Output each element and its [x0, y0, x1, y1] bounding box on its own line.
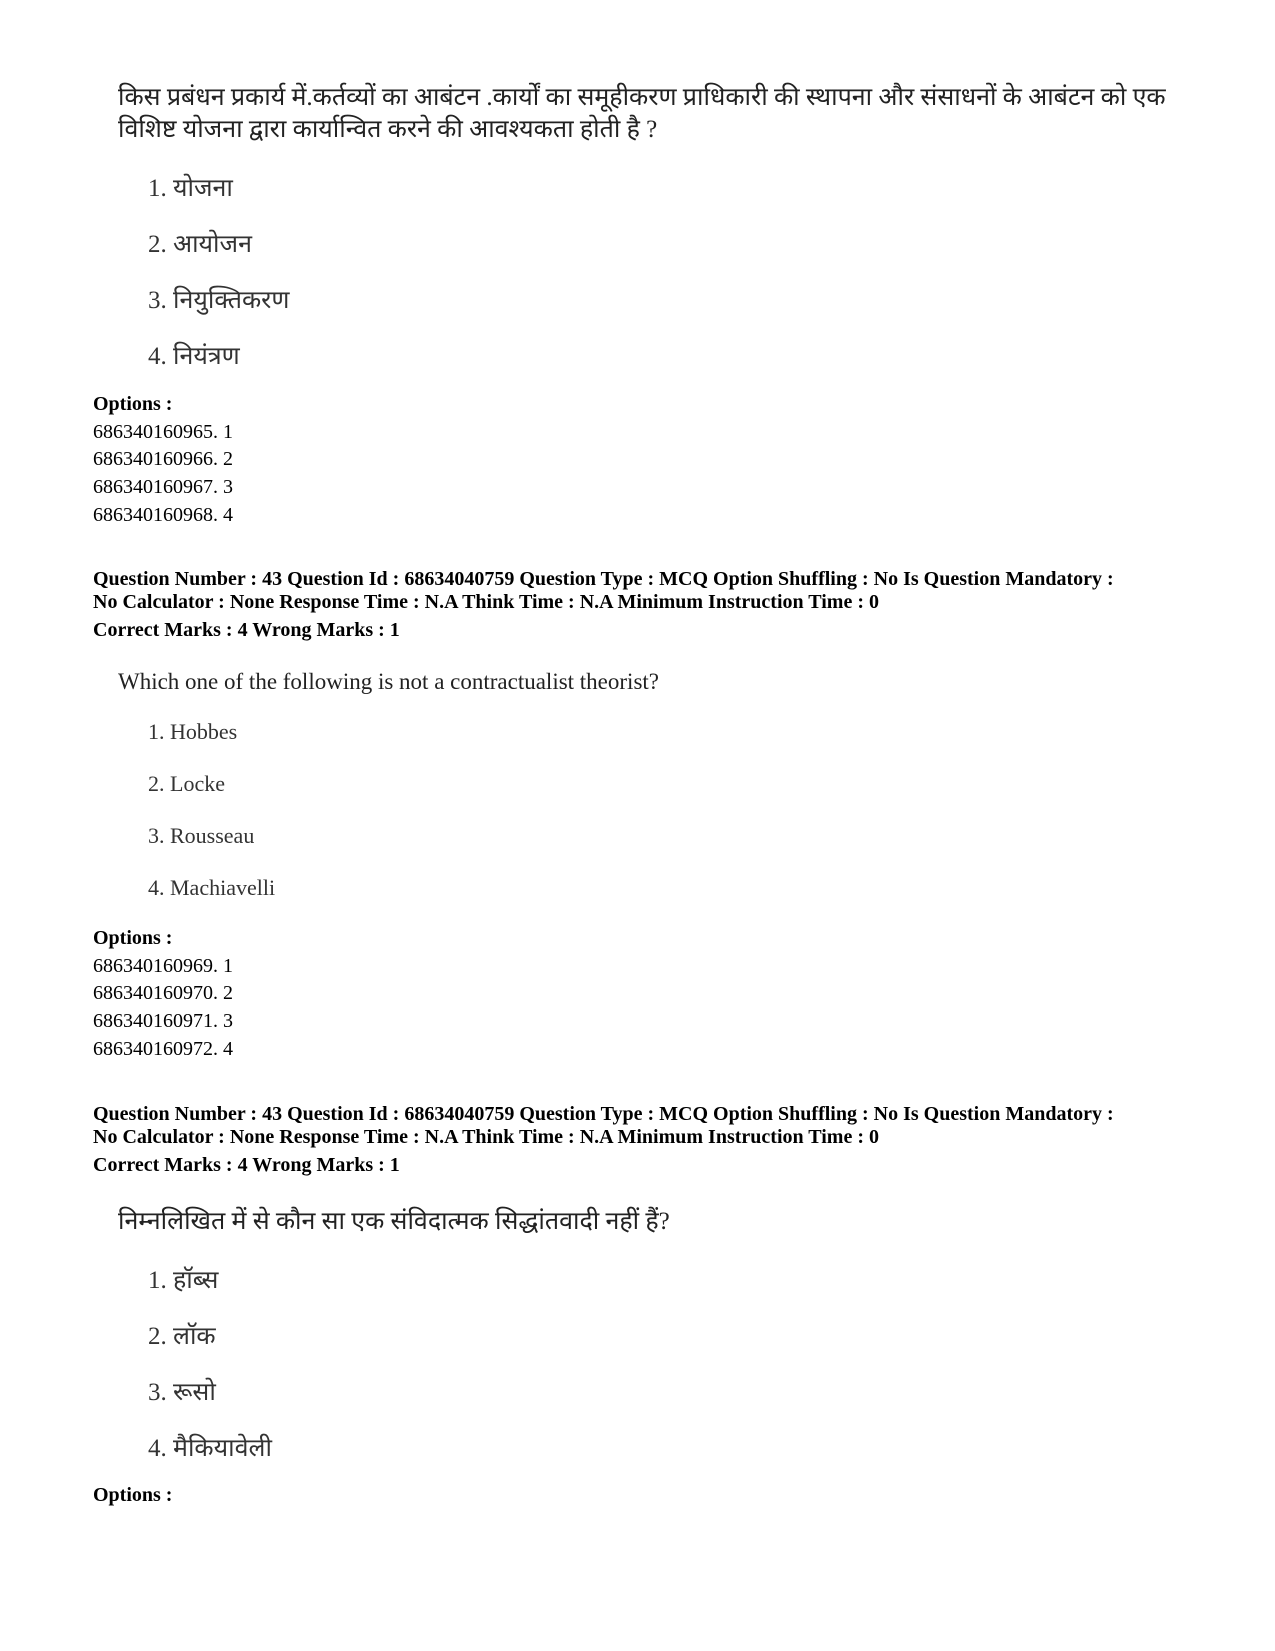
question-marks: Correct Marks : 4 Wrong Marks : 1	[93, 1154, 400, 1176]
choice-1: 1. Hobbes	[148, 719, 238, 744]
question-meta-line-2: No Calculator : None Response Time : N.A Think Time : N.A Minimum Instruction Time : 0	[93, 591, 879, 613]
option-id-line: 686340160969. 1	[93, 955, 233, 977]
option-id-line: 686340160972. 4	[93, 1038, 233, 1060]
choice-3: 3. रूसो	[148, 1379, 216, 1406]
choice-4: 4. मैकियावेली	[148, 1435, 272, 1462]
options-title: Options :	[93, 1484, 173, 1506]
option-id-line: 686340160970. 2	[93, 982, 233, 1004]
question-text-hindi-2: निम्नलिखित में से कौन सा एक संविदात्मक सिद्धांतवादी नहीं हैं?	[118, 1208, 670, 1235]
option-id-line: 686340160965. 1	[93, 421, 233, 443]
options-title: Options :	[93, 393, 173, 415]
choice-2: 2. आयोजन	[148, 231, 252, 258]
choice-4: 4. नियंत्रण	[148, 343, 240, 370]
option-id-line: 686340160966. 2	[93, 448, 233, 470]
choice-1: 1. हॉब्स	[148, 1267, 219, 1294]
question-meta-line-1: Question Number : 43 Question Id : 68634040759 Question Type : MCQ Option Shuffling : No Is Question Mandatory :	[93, 1103, 1114, 1125]
choice-3: 3. Rousseau	[148, 823, 255, 848]
choice-2: 2. लॉक	[148, 1323, 216, 1350]
choice-2: 2. Locke	[148, 771, 225, 796]
question-text-hindi-1: किस प्रबंधन प्रकार्य में.कर्तव्यों का आबंटन .कार्यों का समूहीकरण प्राधिकारी की स्थापना और संसाधनों के आबंटन को एक विशिष्ट योजना द्वारा कार्यान्वित करने की आवश्यकता होती है ?	[118, 84, 1166, 143]
option-id-line: 686340160968. 4	[93, 504, 233, 526]
options-title: Options :	[93, 927, 173, 949]
question-meta-line-1: Question Number : 43 Question Id : 68634040759 Question Type : MCQ Option Shuffling : No Is Question Mandatory :	[93, 568, 1114, 590]
choice-4: 4. Machiavelli	[148, 875, 276, 900]
question-meta-line-2: No Calculator : None Response Time : N.A Think Time : N.A Minimum Instruction Time : 0	[93, 1126, 879, 1148]
question-text-english: Which one of the following is not a contractualist theorist?	[118, 669, 659, 694]
option-id-line: 686340160971. 3	[93, 1010, 233, 1032]
question-marks: Correct Marks : 4 Wrong Marks : 1	[93, 619, 400, 641]
option-id-line: 686340160967. 3	[93, 476, 233, 498]
choice-1: 1. योजना	[148, 175, 233, 202]
choice-3: 3. नियुक्तिकरण	[148, 287, 290, 314]
